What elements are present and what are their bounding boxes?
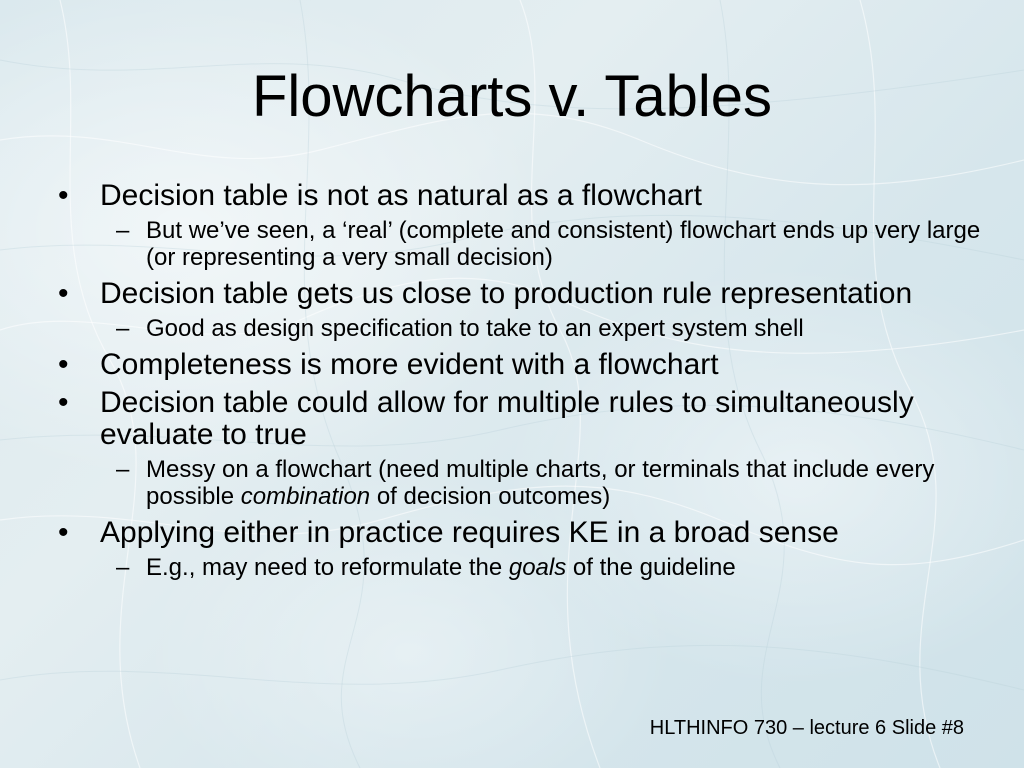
sub-bullet-item xyxy=(54,456,984,510)
bullet-list xyxy=(54,180,984,588)
bullet-item xyxy=(54,387,984,451)
slide-footer: HLTHINFO 730 – lecture 6 Slide #8 xyxy=(649,717,964,739)
bullet-item xyxy=(54,349,984,381)
sub-bullet-item xyxy=(54,217,984,271)
sub-bullet-marker: – xyxy=(116,456,130,483)
sub-bullet-item xyxy=(54,554,984,581)
sub-bullet-marker: – xyxy=(116,554,130,581)
sub-bullet-marker: – xyxy=(116,315,130,342)
bullet-text: Completeness is more evident with a flowchart xyxy=(100,348,719,381)
bullet-marker: • xyxy=(58,516,69,549)
sub-bullet-text-after: of the guideline xyxy=(566,554,736,581)
sub-bullet-text-before: E.g., may need to reformulate the xyxy=(146,554,509,581)
bullet-marker: • xyxy=(58,348,69,381)
bullet-marker: • xyxy=(58,179,69,212)
bullet-text: Decision table could allow for multiple rules to simultaneously evaluate to true xyxy=(100,386,914,451)
bullet-text: Applying either in practice requires KE in a broad sense xyxy=(100,516,839,549)
bullet-marker: • xyxy=(58,386,69,419)
bullet-item xyxy=(54,278,984,310)
sub-bullet-text: Good as design specification to take to an expert system shell xyxy=(146,315,804,342)
bullet-text: Decision table gets us close to production rule representation xyxy=(100,277,913,310)
emphasis-text: combination xyxy=(240,483,371,510)
sub-bullet-text-after: of decision outcomes) xyxy=(370,483,611,510)
slide-title: Flowcharts v. Tables xyxy=(251,64,773,129)
sub-bullet-text: But we’ve seen, a ‘real’ (complete and consistent) flowchart ends up very large (or representing a very small decision) xyxy=(146,217,981,271)
emphasis-text: goals xyxy=(508,554,567,581)
sub-bullet-marker: – xyxy=(116,217,130,244)
bullet-item xyxy=(54,180,984,212)
sub-bullet-item xyxy=(54,315,984,342)
bullet-item xyxy=(54,517,984,549)
sub-bullet-text-before: Messy on a flowchart (need multiple charts, or terminals that include every possible xyxy=(146,456,935,510)
bullet-marker: • xyxy=(58,277,69,310)
bullet-text: Decision table is not as natural as a flowchart xyxy=(100,179,702,212)
